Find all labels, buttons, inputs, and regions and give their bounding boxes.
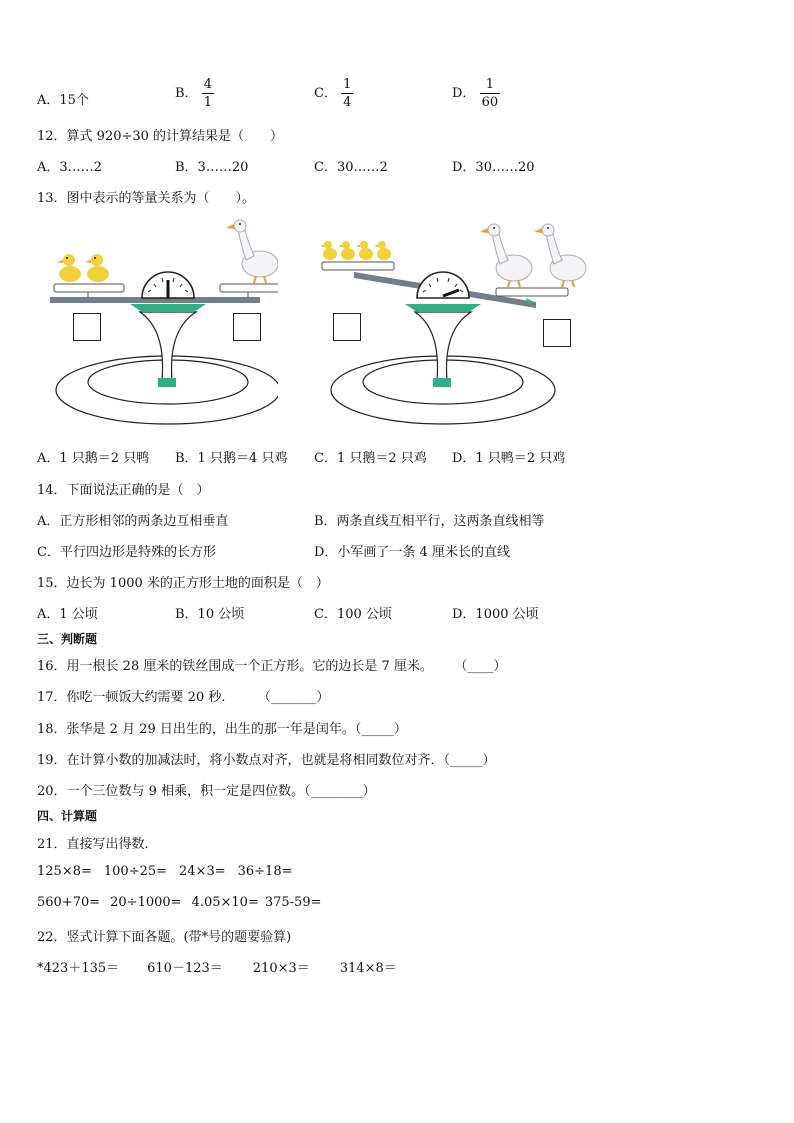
- fraction: [480, 78, 501, 109]
- q11-option-c[interactable]: [314, 78, 353, 109]
- q13-option-c[interactable]: C．1 只鹅＝2 只鸡: [314, 451, 427, 466]
- answer-blank[interactable]: （____）: [460, 659, 507, 674]
- q12-option-b[interactable]: B．3……20: [175, 160, 249, 175]
- q15-option-b[interactable]: B．10 公顷: [175, 607, 245, 622]
- q11-option-b[interactable]: [175, 78, 214, 109]
- goose-icon: [480, 224, 532, 287]
- question-text: 19．在计算小数的加减法时，将小数点对齐，也就是将相同数位对齐．: [37, 753, 444, 768]
- fraction: [341, 78, 353, 109]
- q21-row-2: [37, 895, 321, 910]
- goose-icon: [534, 224, 586, 287]
- q12-option-c[interactable]: C．30……2: [314, 160, 388, 175]
- q12-option-a[interactable]: A．3……2: [37, 160, 102, 175]
- question-text: 17．你吃一顿饭大约需要 20 秒．: [37, 690, 235, 705]
- calc-item[interactable]: 375-59=: [264, 895, 322, 910]
- question-text: 18．张华是 2 月 29 日出生的，出生的那一年是闰年。: [37, 722, 355, 737]
- q21-row-1: [37, 864, 293, 879]
- answer-box-right[interactable]: [233, 313, 261, 341]
- duck-icon: [57, 254, 81, 282]
- calc-item[interactable]: 24×3=: [179, 864, 226, 879]
- answer-blank[interactable]: （________）: [304, 784, 376, 799]
- numerator: 4: [203, 77, 212, 92]
- q14-option-c[interactable]: C．平行四边形是特殊的长方形: [37, 545, 216, 560]
- q11-option-d[interactable]: [452, 78, 500, 109]
- numerator: 1: [343, 77, 352, 92]
- calc-item[interactable]: 210×3＝: [252, 961, 310, 976]
- q14-option-a[interactable]: A．正方形相邻的两条边互相垂直: [37, 514, 229, 529]
- section-heading-judgment: 三、判断题: [37, 632, 98, 646]
- question-15-stem: 15．边长为 1000 米的正方形土地的面积是（ ）: [37, 576, 329, 591]
- q14-option-b[interactable]: B．两条直线互相平行，这两条直线相等: [314, 514, 545, 529]
- question-22-stem: 22．竖式计算下面各题。(带*号的题要验算): [37, 930, 292, 945]
- calc-item[interactable]: 560+70=: [37, 895, 101, 910]
- q13-option-b[interactable]: B．1 只鹅＝4 只鸡: [175, 451, 288, 466]
- duck-icon: [85, 254, 109, 282]
- answer-box-left-2[interactable]: [333, 313, 361, 341]
- question-20: [37, 780, 376, 799]
- calc-item[interactable]: 314×8＝: [339, 961, 397, 976]
- question-18: [37, 718, 407, 737]
- question-13-stem: 13．图中表示的等量关系为（ ）。: [37, 191, 256, 206]
- chick-icon: [338, 241, 355, 260]
- chick-icon: [374, 241, 391, 260]
- question-14-stem: 14．下面说法正确的是（ ）: [37, 483, 210, 498]
- denominator: 60: [481, 95, 499, 110]
- option-prefix: B．: [175, 86, 198, 101]
- q15-option-c[interactable]: C．100 公顷: [314, 607, 392, 622]
- question-17: [37, 686, 329, 705]
- answer-blank[interactable]: （_____）: [354, 722, 407, 737]
- calc-item[interactable]: 100÷25=: [103, 864, 168, 879]
- section-heading-calculation: 四、计算题: [37, 809, 98, 823]
- calc-item[interactable]: 36÷18=: [237, 864, 293, 879]
- q12-option-d[interactable]: D．30……20: [452, 160, 535, 175]
- q22-items: [37, 957, 397, 976]
- question-text: 16．用一根长 28 厘米的铁丝围成一个正方形。它的边长是 7 厘米。: [37, 659, 433, 674]
- calc-item[interactable]: 20÷1000=: [110, 895, 182, 910]
- q14-option-d[interactable]: D．小军画了一条 4 厘米长的直线: [314, 545, 510, 560]
- question-19: [37, 749, 496, 768]
- fraction: [202, 78, 214, 109]
- answer-blank[interactable]: （_______）: [264, 690, 330, 705]
- question-12-stem: 12．算式 920÷30 的计算结果是（ ）: [37, 129, 284, 144]
- question-21-stem: 21．直接写出得数．: [37, 837, 158, 852]
- denominator: 4: [343, 95, 352, 110]
- q13-option-a[interactable]: A．1 只鹅＝2 只鸭: [37, 451, 150, 466]
- goose-icon: [226, 220, 278, 283]
- calc-item[interactable]: *423＋135＝: [37, 961, 120, 976]
- answer-box-right-2[interactable]: [543, 319, 571, 347]
- option-prefix: C．: [314, 86, 337, 101]
- question-16: [37, 655, 506, 674]
- calc-item[interactable]: 125×8=: [37, 864, 92, 879]
- calc-item[interactable]: 4.05×10=: [191, 895, 259, 910]
- answer-blank[interactable]: （_____）: [443, 753, 496, 768]
- calc-item[interactable]: 610－123＝: [147, 961, 223, 976]
- denominator: 1: [203, 95, 212, 110]
- question-text: 20．一个三位数与 9 相乘，积一定是四位数。: [37, 784, 305, 799]
- chick-icon: [320, 241, 337, 260]
- chick-icon: [356, 241, 373, 260]
- answer-box-left[interactable]: [73, 313, 101, 341]
- q15-option-a[interactable]: A．1 公顷: [37, 607, 98, 622]
- q15-option-d[interactable]: D．1000 公顷: [452, 607, 539, 622]
- q11-option-a[interactable]: A．15个: [37, 93, 89, 108]
- numerator: 1: [480, 78, 501, 94]
- option-prefix: D．: [452, 86, 476, 101]
- q13-option-d[interactable]: D．1 只鸭＝2 只鸡: [452, 451, 566, 466]
